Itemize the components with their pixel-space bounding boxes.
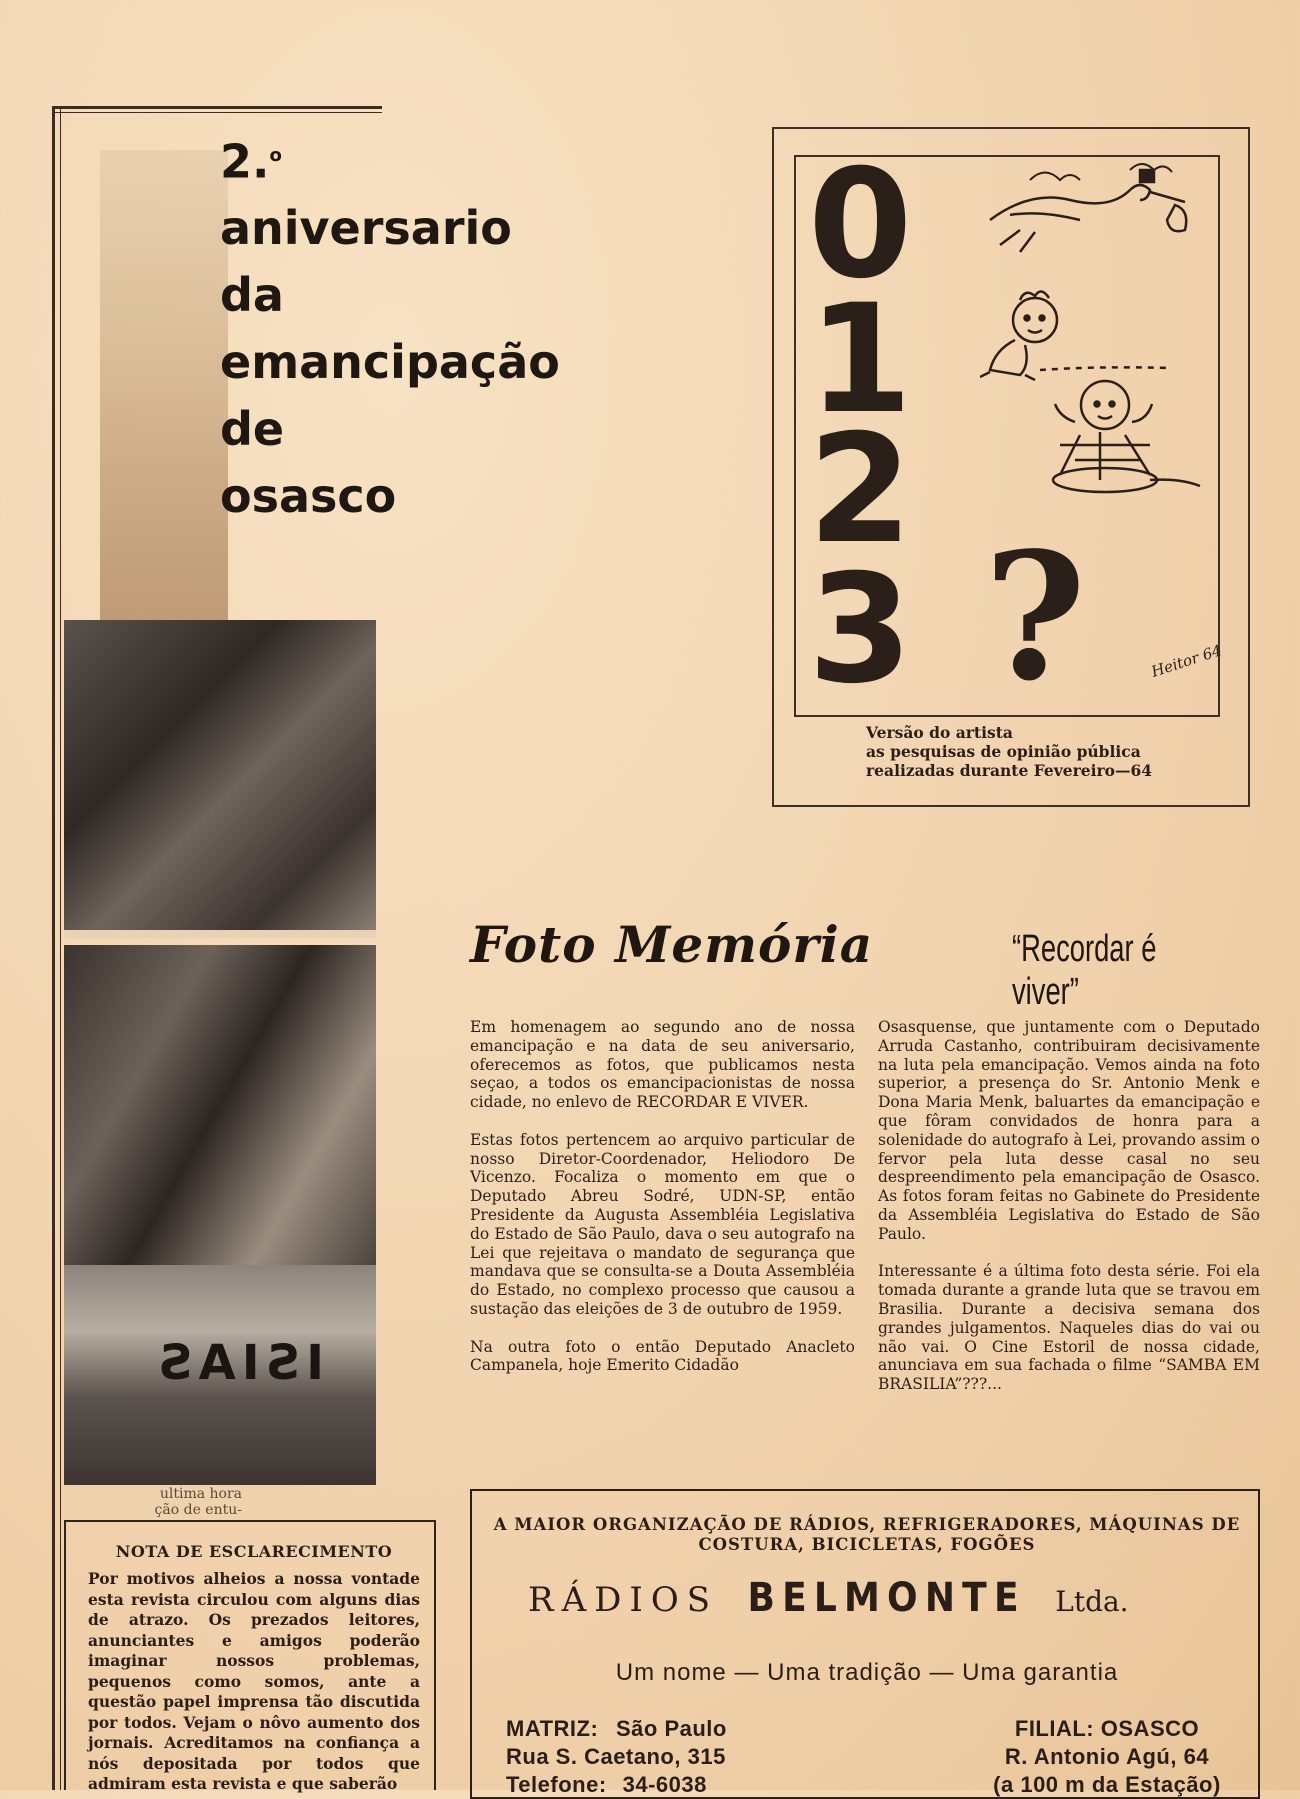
- cartoon-digit-2: 2: [808, 403, 913, 577]
- ad-filial-address: FILIAL: OSASCO R. Antonio Agú, 64 (a 100 m da Estação): [993, 1716, 1221, 1797]
- nota-box: [64, 1520, 436, 1793]
- anniversary-title: [220, 122, 620, 530]
- crawling-baby-icon: [980, 291, 1170, 380]
- belmonte-advertisement: [470, 1489, 1260, 1799]
- section-heading: Foto Memória: [470, 915, 874, 974]
- ad-name-prefix: RÁDIOS: [528, 1580, 719, 1620]
- article-paragraph: Interessante é a última foto desta série. Foi ela tomada durante a grande luta que se travou em Brasilia. Durante a decisiva semana dos grandes julgamentos. Naqueles dias do vai ou não vai. O Cine Estoril de nossa cidade, anunciava em sua fachada o filme “SAMBA EM BRASILIA”???...: [878, 1262, 1260, 1394]
- cartoon-digit-3: 3: [808, 543, 913, 717]
- top-border-line: [52, 106, 382, 109]
- baby-in-walker-icon: [1053, 381, 1200, 492]
- question-mark: ?: [983, 515, 1087, 720]
- photo-separator: [64, 930, 376, 938]
- photo-caption: ultima hora ção de entu-: [154, 1486, 242, 1518]
- title-line-2: da: [220, 268, 284, 323]
- artist-signature: Heitor 64: [1149, 641, 1224, 681]
- title-line-3: emancipação: [220, 335, 560, 390]
- nota-title: NOTA DE ESCLARECIMENTO: [115, 1542, 393, 1561]
- cartoon-caption: Versão do artista as pesquisas de opinião pública realizadas durante Fevereiro—64: [866, 723, 1153, 780]
- ad-name-main: BELMONTE: [747, 1575, 1026, 1621]
- title-number: 2.$^o$: [220, 134, 282, 189]
- title-line-5: osasco: [220, 469, 397, 524]
- trophy-figurine-image: [100, 150, 228, 620]
- photo-signing-law: [64, 620, 376, 930]
- ad-company-name: [528, 1575, 1228, 1621]
- stork-icon: [990, 170, 1186, 252]
- article-paragraph: Estas fotos pertencem ao arquivo particular de nosso Diretor-Coordenador, Heliodoro De Vicenzo. Focaliza o momento em que o Deputado Abreu Sodré, UDN-SP, então Presidente da Augusta Assembléia Legislativa do Estado de São Paulo, dava o seu autografo na Lei que rejeitava o mandato de segurança que mandava que se consulta-se a Douta Assembléia do Estado, no complexo processo que causou a sustação das eleições de 3 de outubro de 1959.: [470, 1130, 855, 1318]
- nota-body: Por motivos alheios a nossa vontade esta revista circulou com alguns dias de atrazo. Os prezados leitores, anunciantes e amigos poderão imaginar nossos problemas, pequenos como somos, ante a questão papel imprensa tão discutida por todos. Vejam o nôvo aumento dos jornais. Acreditamos na confiança a nós depositada por todos que admiram esta revista e que saberão: [88, 1569, 420, 1793]
- section-motto: “Recordar é viver”: [1012, 928, 1157, 1013]
- article-column-left: [470, 1018, 855, 1394]
- photo-deputies: [64, 945, 376, 1265]
- photo-cinema-facade: [64, 1265, 376, 1485]
- article-paragraph: Na outra foto o então Deputado Anacleto Campanela, hoje Emerito Cidadão: [470, 1337, 855, 1375]
- cartoon-digit-1: 1: [808, 273, 913, 447]
- article-column-right: [878, 1018, 1260, 1413]
- ad-name-suffix: Ltda.: [1055, 1585, 1129, 1618]
- top-border-line-thin: [52, 112, 382, 113]
- cinema-sign-text: ISIAS: [151, 1335, 324, 1391]
- cloud-icon: [1030, 173, 1080, 181]
- article-paragraph: Em homenagem ao segundo ano de nossa emancipação e na data de seu aniversario, oferecemos as fotos, que publicamos nesta seçao, a todos os emancipacionistas de nossa cidade, no enlevo de RECORDAR E VIVER.: [470, 1018, 855, 1112]
- article-paragraph: Osasquense, que juntamente com o Deputado Arruda Castanho, contribuiram decisivamente na luta pela emancipação. Vemos ainda na foto superior, a presença do Sr. Antonio Menk e Dona Maria Menk, baluartes da emancipação e que fôram convidados de honra para a solenidade do autografo à Lei, provando assim o fervor pela luta desse casal no seu despreendimento pela emancipação de Osasco. As fotos foram feitas no Gabinete do Presidente da Assembléia Legislativa do Estado de São Paulo.: [878, 1018, 1260, 1243]
- title-line-1: aniversario: [220, 201, 512, 256]
- ad-matriz-address: MATRIZ: São Paulo Rua S. Caetano, 315 Telefone: 34-6038: [506, 1716, 727, 1797]
- ad-headline: A MAIOR ORGANIZAÇÃO DE RÁDIOS, REFRIGERADORES, MÁQUINAS DE COSTURA, BICICLETAS, FOGÕES: [493, 1515, 1241, 1554]
- cartoon-digit-0: 0: [808, 138, 913, 312]
- left-border-line-thin: [60, 106, 61, 1790]
- left-border-line: [52, 106, 55, 1790]
- title-line-4: de: [220, 402, 285, 457]
- ad-slogan: Um nome — Uma tradição — Uma garantia: [615, 1659, 1119, 1686]
